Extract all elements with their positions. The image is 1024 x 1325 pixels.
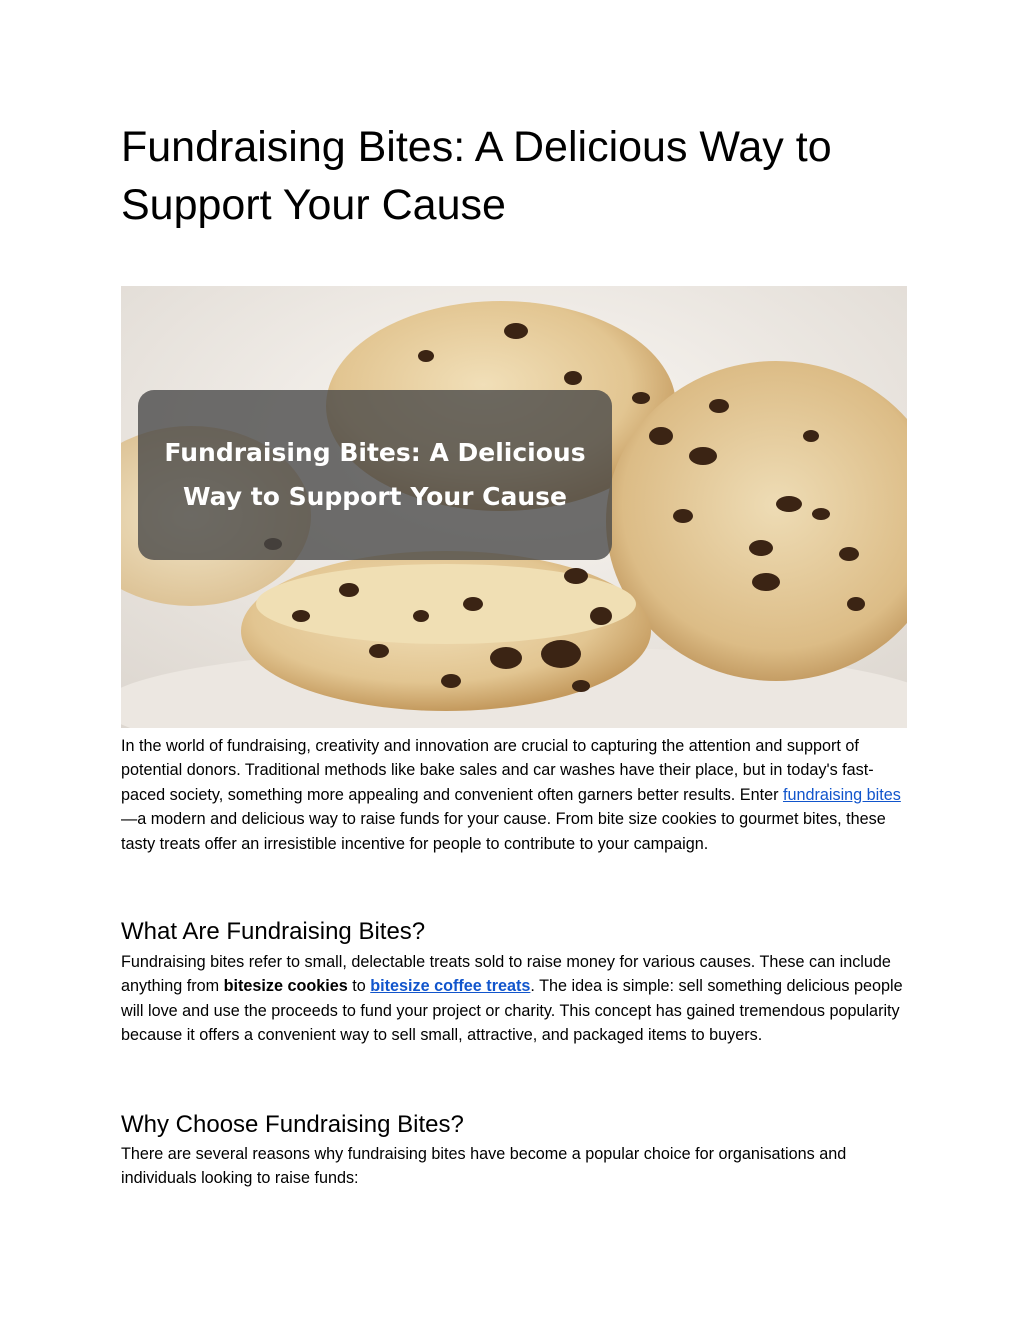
intro-text-before: In the world of fundraising, creativity and innovation are crucial to capturing the attention and support of potential donors. Traditional methods like bake sales and car washes have their place, but in today's fast-paced society, something more appealing and convenient often garners better results. Enter bbox=[121, 737, 874, 804]
intro-paragraph bbox=[121, 734, 907, 856]
section1-paragraph bbox=[121, 950, 907, 1048]
section1-text-1: Fundraising bites refer to small, delectable treats sold to raise money for various causes. These can include anything from bbox=[121, 953, 891, 996]
article-title: Fundraising Bites: A Delicious Way to Support Your Cause bbox=[121, 123, 832, 229]
bitesize-cookies-bold: bitesize cookies bbox=[223, 977, 348, 996]
fundraising-bites-link[interactable]: fundraising bites bbox=[782, 785, 901, 804]
section1-text-3: . The idea is simple: sell something delicious people will love and use the proceeds to fund your project or charity. This concept has gained tremendous popularity because it offers a convenient way to sell small, attractive, and packaged items to buyers. bbox=[121, 977, 903, 1045]
section-heading-why-choose: Why Choose Fundraising Bites? bbox=[121, 1111, 464, 1138]
section1-text-2: to bbox=[347, 977, 371, 996]
hero-image bbox=[121, 286, 907, 728]
section-heading-what-are: What Are Fundraising Bites? bbox=[121, 918, 426, 945]
bitesize-coffee-treats-link[interactable]: bitesize coffee treats bbox=[370, 977, 531, 996]
section2-paragraph: There are several reasons why fundraising bites have become a popular choice for organisations and individuals looking to raise funds: bbox=[121, 1145, 847, 1188]
hero-overlay-caption bbox=[138, 390, 612, 560]
intro-text-after: —a modern and delicious way to raise funds for your cause. From bite size cookies to gourmet bites, these tasty treats offer an irresistible incentive for people to contribute to your campaign. bbox=[121, 810, 886, 853]
hero-overlay-text: Fundraising Bites: A Delicious Way to Support Your Cause bbox=[164, 438, 586, 511]
